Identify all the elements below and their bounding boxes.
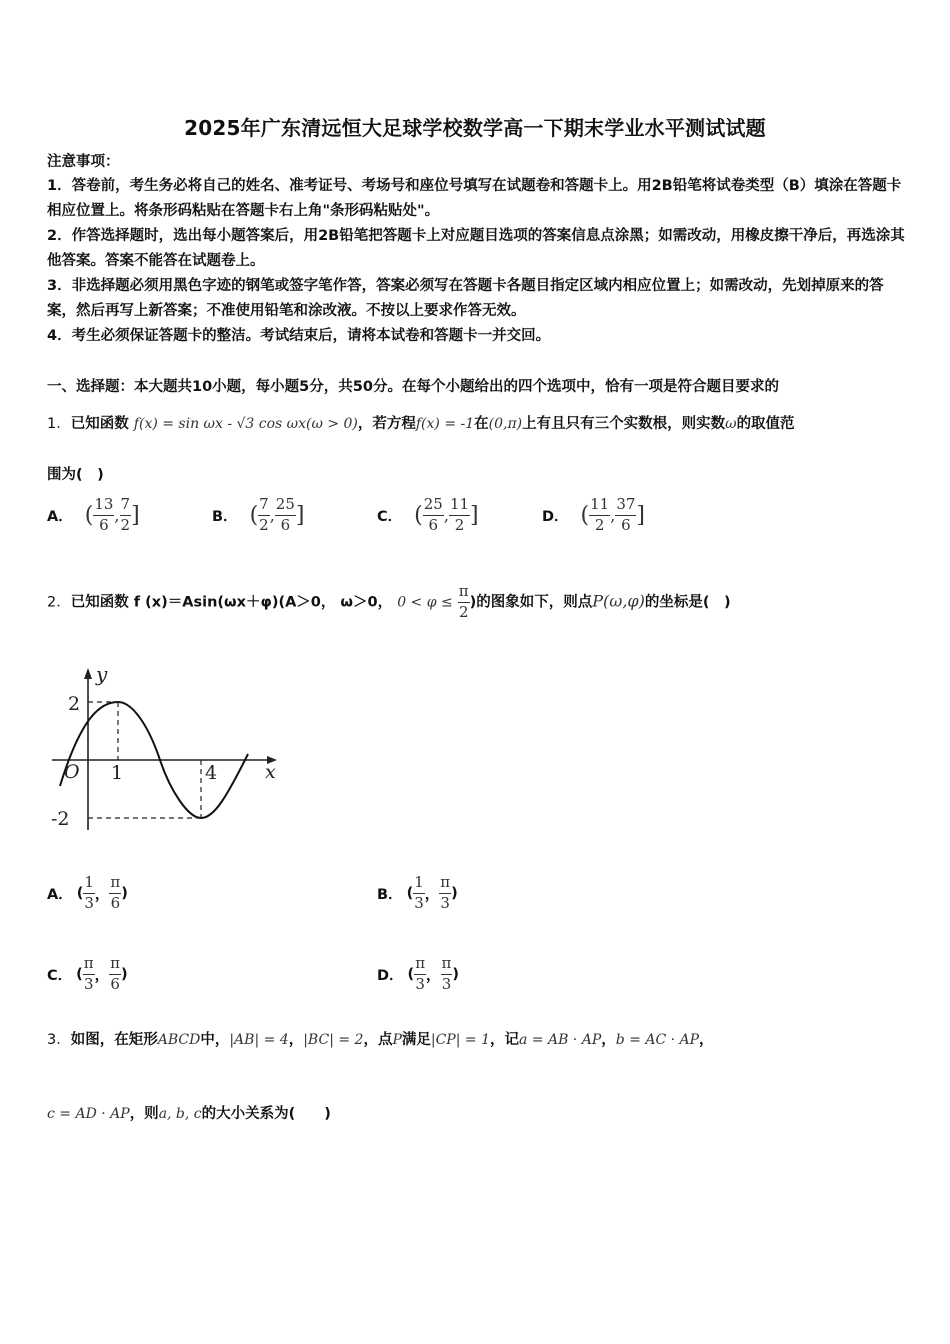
length-bc: |BC| = 2 [303, 1032, 364, 1048]
numerator: π [458, 584, 470, 603]
bracket: ] [131, 502, 140, 528]
numerator: 25 [423, 497, 444, 516]
definition-b: b = AC · AP [615, 1032, 700, 1048]
denominator: 6 [621, 515, 631, 534]
bracket: ) [121, 966, 128, 983]
numerator: 37 [615, 497, 636, 516]
variables-abc: a, b, c [158, 1106, 202, 1122]
q1-option-a[interactable]: A． ( $\frac{13}{6}$ , $\frac{7}{2}$ ] [47, 495, 140, 534]
separator: ， [424, 886, 440, 903]
question-number: 2． [47, 594, 71, 611]
bracket: ) [452, 966, 460, 983]
separator: ， [94, 967, 110, 984]
numerator: π [414, 956, 426, 975]
fraction [458, 584, 470, 621]
numerator: 11 [589, 497, 610, 516]
definition-c: c = AD · AP [47, 1106, 130, 1122]
numerator: 11 [449, 497, 470, 516]
question-text: 的取值范 [736, 416, 795, 432]
origin-label: O [64, 761, 80, 783]
numerator: 1 [83, 875, 95, 894]
option-label: D． [542, 508, 569, 525]
notice-item: 3．非选择题必须用黑色字迹的钢笔或签字笔作答，答案必须写在答题卡各题目指定区域内相应位置上；如需改动，先划掉原来的答案，然后再写上新答案；不准使用铅笔和涂改液。不按以上要求作答无效。 [47, 278, 884, 319]
numerator: π [109, 875, 121, 894]
numerator: π [441, 956, 453, 975]
notice-list [47, 174, 905, 349]
fraction [120, 497, 132, 534]
numerator: 1 [413, 875, 425, 894]
length-ab: |AB| = 4 [229, 1032, 289, 1048]
separator: ， [94, 886, 110, 903]
point-p: P [392, 1032, 402, 1048]
equation: f(x) = -1 [415, 416, 475, 432]
y-axis-arrow [84, 668, 92, 679]
bracket: ( [84, 502, 94, 528]
question-text: 在 [474, 416, 489, 432]
fraction [93, 497, 114, 534]
notice-item: 1．答卷前，考生务必将自己的姓名、准考证号、考场号和座位号填写在试题卷和答题卡上。用2B铅笔将试卷类型（B）填涂在答题卡相应位置上。将条形码粘贴在答题卡右上角"条形码粘贴处"。 [47, 178, 902, 219]
question-text: 中， [200, 1032, 230, 1048]
option-label: A． [47, 508, 73, 525]
question-1-line-2: 围为( ) [47, 467, 104, 483]
bracket: ) [451, 885, 458, 902]
numerator: π [109, 956, 121, 975]
q1-option-c[interactable]: C． ( $\frac{25}{6}$ , $\frac{11}{2}$ ] [377, 495, 479, 534]
question-text: 如图，在矩形 [70, 1032, 158, 1048]
denominator: 6 [280, 515, 291, 534]
separator: ， [426, 967, 441, 984]
y-axis-label: y [96, 662, 108, 686]
bracket: ] [295, 502, 305, 528]
tick-label-neg2: -2 [51, 808, 70, 830]
numerator: 7 [120, 497, 132, 516]
question-number: 3． [47, 1032, 71, 1048]
bracket: ] [470, 502, 479, 528]
bracket: ( [249, 502, 259, 528]
option-label: C． [377, 508, 403, 525]
denominator: 2 [259, 515, 269, 534]
option-label: B． [377, 886, 403, 903]
question-text: 已知函数 f (x)＝Asin(ωx＋φ)(A＞0， ω＞0， [70, 594, 393, 611]
interval: (0,π) [488, 416, 523, 432]
q2-option-a[interactable] [47, 875, 128, 912]
question-text: ，记 [489, 1032, 519, 1048]
denominator: 3 [441, 974, 452, 993]
bracket: ( [580, 502, 590, 528]
denominator: 2 [454, 515, 465, 534]
phi-condition: 0 < φ ≤ [397, 594, 453, 611]
question-3-line-2 [47, 1102, 907, 1123]
fraction [109, 875, 121, 912]
denominator: 3 [84, 893, 94, 912]
denominator: 2 [594, 515, 605, 534]
question-text: 上有且只有三个实数根，则实数 [522, 416, 726, 432]
x-axis-label: x [265, 761, 276, 783]
q2-option-d[interactable] [377, 956, 459, 993]
tick-label-4: 4 [205, 762, 218, 784]
numerator: 7 [258, 497, 270, 516]
denominator: 2 [120, 515, 131, 534]
definition-a: a = AB · AP [518, 1032, 602, 1048]
question-text: ，若方程 [357, 416, 416, 432]
numerator: π [83, 956, 95, 975]
fraction [83, 956, 95, 993]
fraction [109, 956, 121, 993]
fraction [414, 956, 426, 993]
length-cp: |CP| = 1 [430, 1032, 490, 1048]
section-heading: 一、选择题：本大题共10小题，每小题5分，共50分。在每个小题给出的四个选项中，恰有一项是符合题目要求的 [47, 379, 779, 395]
fraction [275, 497, 296, 534]
denominator: 3 [415, 974, 425, 993]
fraction [441, 956, 453, 993]
point-p: P(ω,φ) [592, 591, 645, 611]
q1-option-d[interactable]: D． ( $\frac{11}{2}$ , $\frac{37}{6}$ ] [542, 495, 646, 534]
fraction [589, 497, 610, 534]
bracket: ) [121, 885, 128, 902]
denominator: 3 [83, 974, 94, 993]
option-label: D． [377, 967, 404, 984]
q2-option-c[interactable] [47, 956, 128, 993]
bracket: ( [76, 966, 83, 983]
sine-graph [48, 660, 288, 835]
question-2-line-1 [47, 584, 907, 621]
separator: ， [699, 1032, 714, 1048]
question-text: ，则 [129, 1106, 159, 1122]
omega-symbol: ω [725, 416, 737, 432]
separator: ， [288, 1032, 304, 1048]
denominator: 2 [458, 602, 469, 621]
question-text: )的图象如下，则点 [469, 594, 593, 611]
bracket: ( [407, 966, 415, 983]
bracket: ( [406, 885, 414, 902]
denominator: 6 [110, 974, 120, 993]
numerator: 13 [93, 497, 114, 516]
rectangle-name: ABCD [157, 1032, 201, 1048]
question-1-line-1 [47, 412, 907, 433]
bracket: ] [636, 502, 646, 528]
separator: ， [601, 1032, 616, 1048]
notice-item: 4．考生必须保证答题卡的整洁。考试结束后，请将本试卷和答题卡一并交回。 [47, 328, 551, 344]
denominator: 6 [428, 515, 439, 534]
question-3-line-1 [47, 1028, 907, 1049]
fraction [449, 497, 470, 534]
tick-label-1: 1 [111, 762, 124, 784]
bracket: ( [414, 502, 423, 528]
fraction [439, 875, 451, 912]
function-formula: f(x) = sin ωx - √3 cos ωx(ω > 0) [133, 416, 358, 432]
question-text: 的大小关系为( ) [201, 1106, 331, 1122]
option-label: C． [47, 967, 73, 984]
fraction [258, 497, 270, 534]
question-text: 的坐标是( ) [644, 594, 731, 611]
q1-option-b[interactable]: B． ( $\frac{7}{2}$ , $\frac{25}{6}$ ] [212, 495, 305, 534]
denominator: 3 [440, 893, 450, 912]
question-text: 已知函数 [70, 416, 129, 432]
denominator: 6 [99, 515, 109, 534]
page-title: 2025年广东清远恒大足球学校数学高一下期末学业水平测试试题 [184, 116, 766, 140]
fraction [413, 875, 425, 912]
denominator: 6 [110, 893, 121, 912]
tick-label-2: 2 [68, 693, 81, 715]
option-label: B． [212, 508, 238, 525]
notice-item: 2．作答选择题时，选出每小题答案后，用2B铅笔把答题卡上对应题目选项的答案信息点涂黑；如需改动，用橡皮擦干净后，再选涂其他答案。答案不能答在试题卷上。 [47, 228, 905, 269]
question-text: ，点 [363, 1032, 393, 1048]
fraction [83, 875, 95, 912]
numerator: 25 [275, 497, 296, 516]
bracket: ( [76, 885, 84, 902]
notice-heading: 注意事项： [47, 154, 120, 170]
fraction [423, 497, 444, 534]
question-number: 1． [47, 416, 71, 432]
option-label: A． [47, 886, 73, 903]
fraction [615, 497, 636, 534]
numerator: π [439, 875, 451, 894]
q2-option-b[interactable] [377, 875, 458, 912]
question-text: 满足 [401, 1032, 431, 1048]
denominator: 3 [414, 893, 424, 912]
